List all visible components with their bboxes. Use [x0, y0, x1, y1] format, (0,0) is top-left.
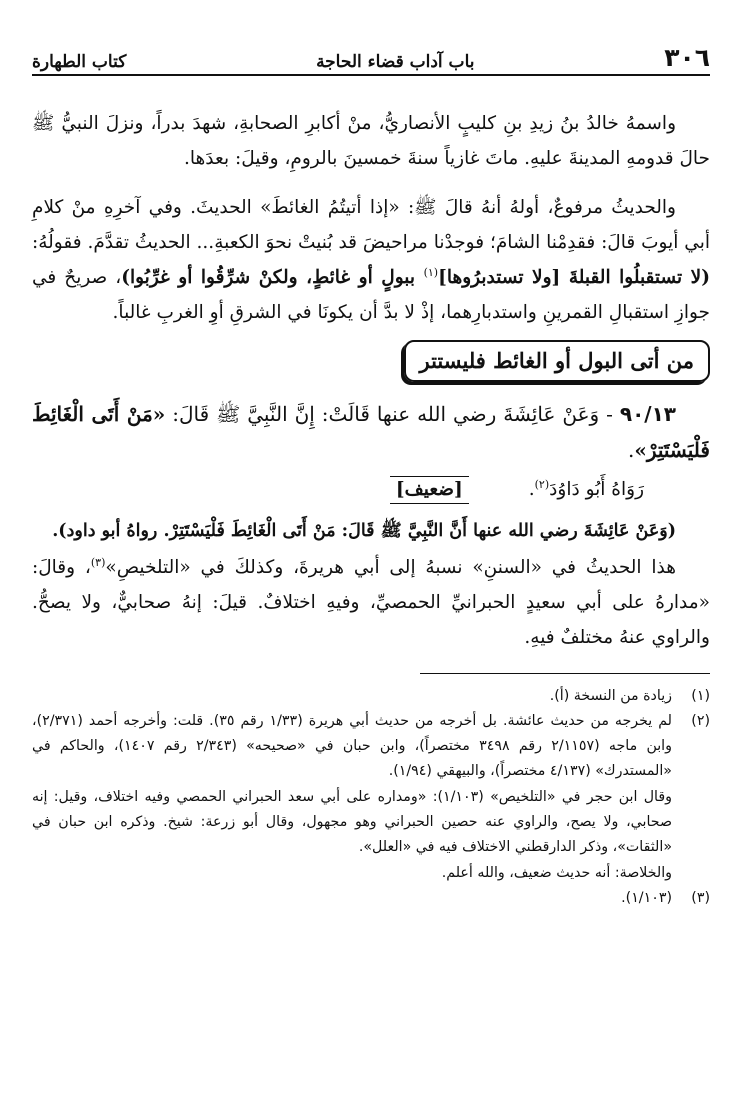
footnote-body [32, 684, 672, 709]
quoted-hadith: (لا تستقبلُوا القبلةَ [ولا تستدبرُوها] [438, 267, 710, 288]
hadith-quote: «مَنْ أَتَى الْغَائِطَ فَلْيَسْتَتِرْ» [32, 402, 710, 462]
footnote-3 [32, 886, 710, 911]
grade-badge: [ضعيف] [390, 476, 469, 504]
footnote-ref-2: (٢) [534, 477, 550, 491]
footnote-body [32, 886, 672, 911]
book-title: كتاب الطهارة [32, 52, 127, 72]
narration-end: . [528, 479, 535, 500]
footnote-line: وقال ابن حجر في «التلخيص» (١/١٠٣): «ومداره على أبي سعد الحبراني الحمصي وفيه اختلاف، وقيل: إنه صحابي، ولا يصح، والراوي عنه حصين الحبراني وهو مجهول، وقال أبو زرعة: شيخ. وذكره ابن حبان في «الثقات»، وذكر الدارقطني الاختلاف فيه في «العلل». [32, 789, 672, 855]
footnote-number: (١) [691, 688, 710, 704]
footnote-line: لم يخرجه من حديث عائشة. بل أخرجه من حديث أبي هريرة (١/٣٣ رقم ٣٥). قلت: وأخرجه أحمد (٢/٣٧١)، وابن ماجه (٢/١١٥٧ رقم ٣٤٩٨ مختصراً)، وابن حبان في «صحيحه» (٢/٣٤٣ رقم ١٤٠٧)، والحاكم في «المستدرك» (٤/١٣٧ مختصراً)، والبيهقي (١/٩٤). [32, 713, 672, 779]
hadith-entry [32, 396, 710, 468]
page-number: ٣٠٦ [664, 43, 710, 72]
hadith-text: - وَعَنْ عَائِشَةَ رضي الله عنها قَالَتْ: إِنَّ النَّبِيَّ ﷺ قَالَ: [165, 402, 620, 426]
chapter-title: باب آداب قضاء الحاجة [316, 52, 475, 72]
footnote-ref-1: (١) [423, 265, 439, 279]
bulugh-text: (وَعَنْ عَائِشَةَ رضي الله عنها أَنَّ النَّبِيَّ ﷺ قَالَ: مَنْ أَتَى الْغَائِطَ فَلْيَسْتَتِرْ. رواهُ أبو داود). [52, 521, 676, 541]
footnote-number: (٣) [691, 890, 710, 906]
text-segment: والحديثُ مرفوعٌ، أولهُ أنهُ قالَ ﷺ: «إذا أتيتُمُ الغائطَ» الحديثَ. وفي آخرِهِ منْ كلامِ أبي أيوبَ قالَ: فقدِمْنا الشامَ؛ فوجدْنا مراحيضَ قد بُنيتْ نحوَ الكعبةِ... الحديثُ تقدَّمَ. فقولُهُ: [32, 197, 710, 253]
footnote-rule [420, 673, 710, 674]
quoted-hadith-continued: ببولٍ أو غائطٍ، ولكنْ شرِّقُوا أو غرِّبُوا) [121, 267, 424, 288]
footnote-ref-3: (٣) [90, 555, 106, 569]
text-segment: ، صريحٌ في جوازِ استقبالِ القمرينِ واستدبارِهما، إذْ لا بدَّ أن يكونَا في الشرقِ أوِ الغربِ غالباً. [32, 267, 710, 323]
hadith-text-end: . [627, 438, 635, 462]
running-header [32, 36, 710, 76]
footnote-line: والخلاصة: أنه حديث ضعيف، والله أعلم. [441, 865, 672, 881]
narration-line [32, 472, 710, 508]
text-segment: ، وقالَ: «مدارهُ على أبي سعيدٍ الحبرانيِّ الحمصيِّ، وفيهِ اختلافٌ. قيلَ: إنهُ صحابيٌّ، ولا يصحُّ. والراوي عنهُ مختلفٌ فيهِ. [32, 557, 710, 648]
page [32, 36, 710, 1097]
paragraph-commentary [32, 550, 710, 655]
footnote-body [32, 709, 672, 886]
section-heading: من أتى البول أو الغائط فليستتر [404, 340, 711, 382]
footnote-line: (١/١٠٣). [621, 890, 672, 906]
text-segment: هذا الحديثُ في «السننِ» نسبهُ إلى أبي هريرةَ، وكذلكَ في «التلخيصِ» [105, 557, 676, 578]
footnotes [32, 684, 710, 911]
hadith-number: ٩٠/١٣ [619, 402, 677, 426]
narrator: رَوَاهُ أَبُو دَاوُدَ [549, 479, 644, 500]
paragraph-hadith-discussion [32, 190, 710, 330]
footnote-2 [32, 709, 710, 886]
main-text [32, 106, 710, 655]
footnote-number: (٢) [691, 713, 710, 729]
footnote-1 [32, 684, 710, 709]
footnote-line: زيادة من النسخة (أ). [549, 688, 672, 704]
paragraph-companion-bio: واسمهُ خالدُ بنُ زيدِ بنِ كليبٍ الأنصاريُّ، منْ أكابرِ الصحابةِ، شهدَ بدراً، ونزلَ النبيُّ ﷺ حالَ قدومهِ المدينةَ عليهِ. ماتَ غازياً سنةَ خمسينَ بالرومِ، وقيلَ: بعدَها. [32, 113, 710, 169]
